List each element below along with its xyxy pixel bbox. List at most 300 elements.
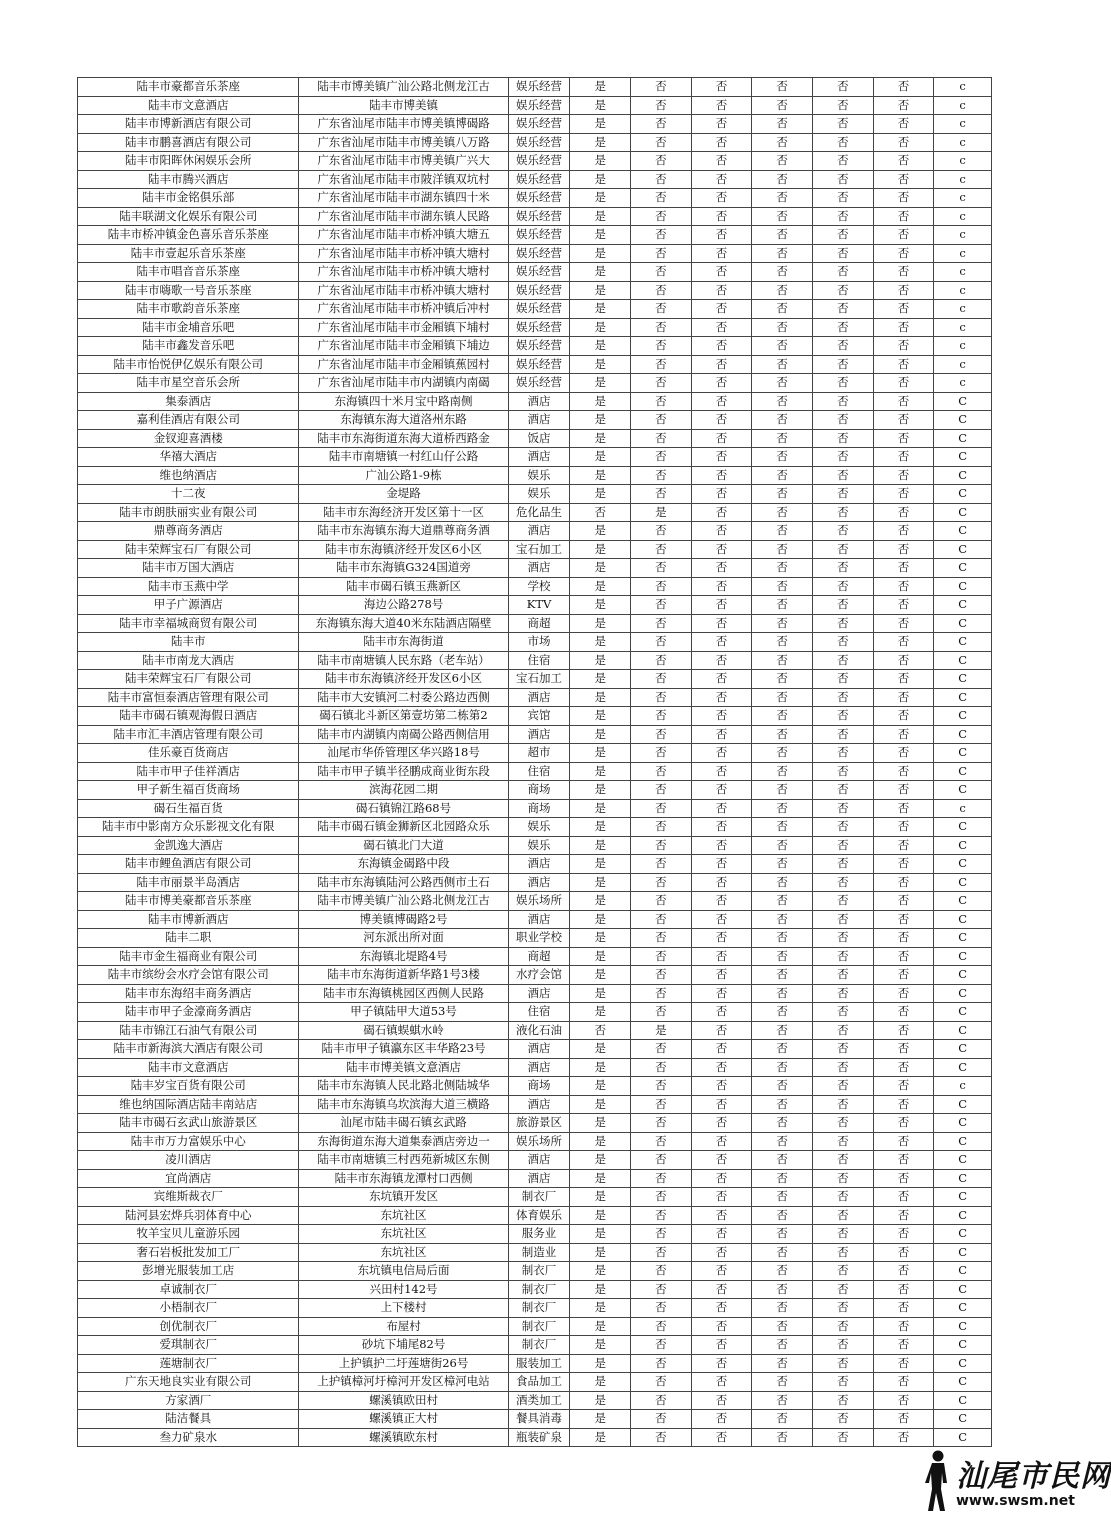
table-cell: 住宿: [508, 762, 570, 781]
table-cell: 东坑社区: [299, 1243, 508, 1262]
table-cell: 是: [570, 374, 631, 393]
table-cell: 陆丰市东海街道新华路1号3楼: [299, 966, 508, 985]
table-cell: 学校: [508, 577, 570, 596]
table-cell: 否: [691, 1225, 752, 1244]
table-cell: 否: [813, 226, 874, 245]
table-cell: 是: [570, 855, 631, 874]
table-cell: 东坑镇开发区: [299, 1188, 508, 1207]
table-cell: 是: [570, 244, 631, 263]
table-cell: 否: [873, 300, 934, 319]
table-cell: 广东省汕尾市陆丰市桥冲镇大塘村: [299, 281, 508, 300]
table-cell: C: [934, 910, 992, 929]
table-cell: 陆丰市富恒泰酒店管理有限公司: [78, 688, 299, 707]
table-cell: 否: [873, 1336, 934, 1355]
table-cell: 否: [752, 1428, 813, 1447]
table-cell: 否: [813, 781, 874, 800]
table-cell: 否: [752, 688, 813, 707]
table-cell: 否: [752, 152, 813, 171]
table-cell: 否: [752, 892, 813, 911]
table-cell: 酒店: [508, 1151, 570, 1170]
table-cell: 宾维斯裁衣厂: [78, 1188, 299, 1207]
table-cell: 否: [691, 337, 752, 356]
table-cell: 否: [691, 781, 752, 800]
table-cell: C: [934, 1169, 992, 1188]
table-cell: 陆丰市东海街道东海大道桥西路金: [299, 429, 508, 448]
table-cell: C: [934, 1317, 992, 1336]
table-cell: 否: [752, 1243, 813, 1262]
table-cell: C: [934, 1151, 992, 1170]
table-cell: 否: [752, 744, 813, 763]
table-cell: 创优制衣厂: [78, 1317, 299, 1336]
table-cell: 陆丰市东海绍丰商务酒店: [78, 984, 299, 1003]
table-cell: 广东省汕尾市陆丰市博美镇八万路: [299, 133, 508, 152]
table-row: [78, 688, 992, 707]
table-cell: 否: [691, 744, 752, 763]
table-cell: 是: [570, 947, 631, 966]
table-cell: 否: [691, 115, 752, 134]
table-cell: 陆丰市腾兴酒店: [78, 170, 299, 189]
table-cell: 否: [631, 559, 692, 578]
table-cell: 否: [631, 744, 692, 763]
table-cell: 市场: [508, 633, 570, 652]
table-cell: 是: [570, 762, 631, 781]
table-cell: 否: [873, 725, 934, 744]
table-cell: 娱乐场所: [508, 892, 570, 911]
table-cell: 否: [873, 670, 934, 689]
table-cell: C: [934, 392, 992, 411]
table-cell: 否: [691, 1077, 752, 1096]
table-cell: 否: [631, 1151, 692, 1170]
table-row: [78, 633, 992, 652]
table-cell: 酒类加工: [508, 1391, 570, 1410]
table-cell: 是: [570, 836, 631, 855]
table-cell: 金钗迎喜酒楼: [78, 429, 299, 448]
table-row: [78, 281, 992, 300]
table-row: [78, 855, 992, 874]
table-row: [78, 392, 992, 411]
table-cell: 娱乐经营: [508, 152, 570, 171]
table-cell: 否: [873, 1225, 934, 1244]
table-cell: 否: [691, 300, 752, 319]
table-cell: c: [934, 78, 992, 97]
table-cell: 否: [873, 226, 934, 245]
table-cell: 否: [873, 577, 934, 596]
table-cell: 娱乐经营: [508, 133, 570, 152]
table-cell: 是: [570, 1410, 631, 1429]
table-cell: 牧羊宝贝儿童游乐园: [78, 1225, 299, 1244]
table-cell: 否: [691, 152, 752, 171]
table-cell: 是: [570, 1188, 631, 1207]
table-cell: 否: [873, 614, 934, 633]
table-cell: 否: [631, 633, 692, 652]
table-cell: 陆丰市东海镇G324国道旁: [299, 559, 508, 578]
table-cell: 否: [691, 1354, 752, 1373]
table-cell: 否: [813, 744, 874, 763]
table-cell: 娱乐经营: [508, 207, 570, 226]
table-cell: 酒店: [508, 725, 570, 744]
table-cell: 否: [752, 1188, 813, 1207]
table-cell: 否: [813, 1077, 874, 1096]
table-cell: 是: [570, 1003, 631, 1022]
table-cell: 是: [570, 337, 631, 356]
table-cell: 职业学校: [508, 929, 570, 948]
table-cell: 是: [570, 1151, 631, 1170]
table-row: [78, 1114, 992, 1133]
table-cell: 否: [691, 707, 752, 726]
table-cell: 否: [631, 263, 692, 282]
table-cell: 否: [813, 1262, 874, 1281]
table-row: [78, 910, 992, 929]
inspection-table-sheet: [77, 77, 992, 1447]
table-cell: 是: [570, 78, 631, 97]
table-cell: C: [934, 707, 992, 726]
table-cell: 陆丰市东海镇龙潭村口西侧: [299, 1169, 508, 1188]
table-cell: 否: [813, 614, 874, 633]
table-cell: 否: [752, 559, 813, 578]
table-cell: 陆丰市南龙大酒店: [78, 651, 299, 670]
table-cell: 否: [752, 1132, 813, 1151]
table-cell: 陆丰市汇丰酒店管理有限公司: [78, 725, 299, 744]
table-cell: 否: [631, 596, 692, 615]
table-cell: C: [934, 1188, 992, 1207]
table-cell: 否: [631, 929, 692, 948]
table-cell: 否: [813, 263, 874, 282]
table-cell: 是: [570, 966, 631, 985]
table-cell: C: [934, 1040, 992, 1059]
table-cell: 博美镇博碣路2号: [299, 910, 508, 929]
table-cell: C: [934, 503, 992, 522]
table-cell: 否: [691, 1114, 752, 1133]
table-cell: 陆丰市阳晖休闲娱乐会所: [78, 152, 299, 171]
table-cell: 否: [813, 170, 874, 189]
table-cell: 是: [570, 910, 631, 929]
table-cell: C: [934, 448, 992, 467]
table-cell: 否: [813, 189, 874, 208]
table-cell: 制衣厂: [508, 1317, 570, 1336]
table-cell: 否: [631, 485, 692, 504]
table-cell: 否: [691, 411, 752, 430]
table-cell: 东海镇东海大道40米东陆酒店隔壁: [299, 614, 508, 633]
table-cell: 否: [873, 947, 934, 966]
table-cell: 东海街道东海大道集泰酒店旁边一: [299, 1132, 508, 1151]
table-cell: 否: [631, 244, 692, 263]
table-row: [78, 263, 992, 282]
table-cell: 是: [570, 781, 631, 800]
table-cell: 否: [631, 947, 692, 966]
table-cell: 否: [813, 966, 874, 985]
table-cell: 陆丰荣辉宝石厂有限公司: [78, 670, 299, 689]
table-cell: 广东省汕尾市陆丰市桥冲镇后冲村: [299, 300, 508, 319]
table-cell: 否: [631, 577, 692, 596]
table-cell: 是: [570, 929, 631, 948]
table-cell: 否: [691, 799, 752, 818]
table-cell: 奢石岩板批发加工厂: [78, 1243, 299, 1262]
table-cell: 否: [752, 392, 813, 411]
table-cell: C: [934, 522, 992, 541]
table-cell: 否: [813, 725, 874, 744]
table-cell: 陆丰市博新酒店: [78, 910, 299, 929]
table-cell: 否: [813, 651, 874, 670]
table-row: [78, 1225, 992, 1244]
table-cell: c: [934, 318, 992, 337]
table-cell: 否: [813, 559, 874, 578]
table-cell: 否: [873, 1021, 934, 1040]
table-cell: 陆丰市博美镇: [299, 96, 508, 115]
table-cell: 否: [631, 429, 692, 448]
table-row: [78, 1280, 992, 1299]
table-cell: 酒店: [508, 392, 570, 411]
table-row: [78, 929, 992, 948]
table-row: [78, 429, 992, 448]
table-cell: 否: [631, 966, 692, 985]
table-cell: 是: [570, 873, 631, 892]
table-cell: 宝石加工: [508, 670, 570, 689]
table-cell: 瓶装矿泉: [508, 1428, 570, 1447]
table-cell: 酒店: [508, 1169, 570, 1188]
table-cell: 否: [691, 207, 752, 226]
table-cell: 商场: [508, 781, 570, 800]
table-cell: 是: [570, 614, 631, 633]
table-cell: 否: [752, 799, 813, 818]
table-cell: 水疗会馆: [508, 966, 570, 985]
table-cell: 广东省汕尾市陆丰市湖东镇人民路: [299, 207, 508, 226]
table-cell: 否: [752, 448, 813, 467]
table-cell: 否: [691, 947, 752, 966]
table-cell: 否: [752, 1114, 813, 1133]
table-cell: 否: [752, 1021, 813, 1040]
table-cell: 是: [570, 1058, 631, 1077]
table-cell: 否: [873, 374, 934, 393]
table-cell: 彭增光服装加工店: [78, 1262, 299, 1281]
table-cell: 否: [813, 892, 874, 911]
table-cell: 否: [873, 855, 934, 874]
table-cell: 否: [631, 1280, 692, 1299]
table-cell: 制衣厂: [508, 1280, 570, 1299]
table-cell: 否: [873, 984, 934, 1003]
table-cell: 否: [631, 374, 692, 393]
table-cell: 否: [691, 1206, 752, 1225]
table-cell: 否: [873, 448, 934, 467]
table-cell: 否: [691, 1391, 752, 1410]
table-cell: 否: [752, 1169, 813, 1188]
table-cell: 否: [691, 577, 752, 596]
table-cell: 否: [691, 910, 752, 929]
table-cell: C: [934, 633, 992, 652]
table-cell: 广东省汕尾市陆丰市桥冲镇大塘村: [299, 244, 508, 263]
table-cell: 否: [752, 762, 813, 781]
table-cell: 是: [570, 1095, 631, 1114]
table-cell: 陆丰荣辉宝石厂有限公司: [78, 540, 299, 559]
table-cell: 否: [873, 429, 934, 448]
table-cell: 否: [873, 873, 934, 892]
table-row: [78, 559, 992, 578]
table-cell: 否: [813, 799, 874, 818]
table-cell: 娱乐经营: [508, 78, 570, 97]
table-cell: 嘉利佳酒店有限公司: [78, 411, 299, 430]
table-cell: 否: [813, 244, 874, 263]
table-cell: C: [934, 1280, 992, 1299]
table-cell: c: [934, 152, 992, 171]
table-cell: 陆丰市怡悦伊亿娱乐有限公司: [78, 355, 299, 374]
table-cell: 是: [570, 300, 631, 319]
table-cell: 否: [691, 281, 752, 300]
table-row: [78, 892, 992, 911]
table-row: [78, 1077, 992, 1096]
table-cell: 否: [631, 226, 692, 245]
table-cell: 否: [752, 1077, 813, 1096]
table-cell: 否: [631, 1410, 692, 1429]
table-cell: 否: [752, 1317, 813, 1336]
table-cell: 是: [570, 799, 631, 818]
table-cell: 陆丰市唱音音乐茶座: [78, 263, 299, 282]
table-cell: 否: [752, 300, 813, 319]
table-row: [78, 411, 992, 430]
table-cell: 布屋村: [299, 1317, 508, 1336]
table-row: [78, 1206, 992, 1225]
table-cell: C: [934, 670, 992, 689]
table-cell: 否: [631, 762, 692, 781]
table-cell: 是: [570, 1243, 631, 1262]
table-cell: 否: [873, 263, 934, 282]
table-cell: 否: [752, 281, 813, 300]
table-cell: 否: [691, 1280, 752, 1299]
table-cell: 否: [752, 411, 813, 430]
table-cell: C: [934, 1058, 992, 1077]
table-cell: 否: [752, 1151, 813, 1170]
table-cell: 广东省汕尾市陆丰市湖东镇四十米: [299, 189, 508, 208]
table-cell: 否: [752, 429, 813, 448]
table-cell: C: [934, 725, 992, 744]
table-row: [78, 1040, 992, 1059]
table-cell: 否: [813, 910, 874, 929]
table-cell: 否: [631, 355, 692, 374]
table-row: [78, 1095, 992, 1114]
table-cell: 是: [570, 115, 631, 134]
table-cell: 否: [631, 1095, 692, 1114]
table-cell: 否: [631, 411, 692, 430]
table-cell: 否: [873, 1317, 934, 1336]
table-cell: 否: [813, 596, 874, 615]
table-cell: 是: [570, 1225, 631, 1244]
table-cell: 华禧大酒店: [78, 448, 299, 467]
table-cell: 爱琪制衣厂: [78, 1336, 299, 1355]
table-cell: 否: [752, 1003, 813, 1022]
table-cell: 是: [570, 688, 631, 707]
table-cell: 否: [873, 207, 934, 226]
table-cell: 是: [570, 96, 631, 115]
table-cell: 河东派出所对面: [299, 929, 508, 948]
table-cell: 碣石镇北门大道: [299, 836, 508, 855]
table-cell: C: [934, 1354, 992, 1373]
table-row: [78, 707, 992, 726]
table-cell: 陆丰市碣石玄武山旅游景区: [78, 1114, 299, 1133]
table-cell: 陆丰市幸福城商贸有限公司: [78, 614, 299, 633]
table-row: [78, 614, 992, 633]
table-cell: 金凯逸大酒店: [78, 836, 299, 855]
table-cell: 否: [813, 1336, 874, 1355]
table-cell: 餐具消毒: [508, 1410, 570, 1429]
table-cell: 否: [752, 96, 813, 115]
table-cell: 否: [691, 318, 752, 337]
table-cell: 陆丰市豪都音乐茶座: [78, 78, 299, 97]
table-cell: 否: [691, 1040, 752, 1059]
table-cell: 否: [752, 263, 813, 282]
table-cell: 否: [752, 855, 813, 874]
table-cell: 否: [873, 836, 934, 855]
table-cell: c: [934, 244, 992, 263]
table-cell: 否: [631, 78, 692, 97]
table-cell: KTV: [508, 596, 570, 615]
table-cell: 否: [691, 1132, 752, 1151]
table-cell: 砂坑下埔尾82号: [299, 1336, 508, 1355]
table-cell: 陆丰市甲子佳祥酒店: [78, 762, 299, 781]
table-cell: 否: [873, 1428, 934, 1447]
table-cell: 陆丰市嗨歌一号音乐茶座: [78, 281, 299, 300]
table-cell: 否: [691, 1058, 752, 1077]
table-cell: 陆丰市桥冲镇金色喜乐音乐茶座: [78, 226, 299, 245]
table-cell: c: [934, 337, 992, 356]
table-row: [78, 1373, 992, 1392]
table-cell: 否: [691, 355, 752, 374]
table-cell: 是: [570, 485, 631, 504]
table-cell: 陆丰市壹起乐音乐茶座: [78, 244, 299, 263]
table-cell: 否: [691, 596, 752, 615]
table-cell: 否: [813, 133, 874, 152]
table-row: [78, 1410, 992, 1429]
table-cell: 否: [873, 799, 934, 818]
table-cell: 是: [570, 1206, 631, 1225]
table-row: [78, 1132, 992, 1151]
table-cell: C: [934, 836, 992, 855]
table-cell: 商超: [508, 614, 570, 633]
table-cell: 否: [873, 522, 934, 541]
table-cell: c: [934, 96, 992, 115]
table-cell: 否: [752, 836, 813, 855]
table-cell: 否: [813, 1410, 874, 1429]
table-cell: 否: [691, 633, 752, 652]
table-row: [78, 1003, 992, 1022]
table-cell: C: [934, 762, 992, 781]
table-cell: 否: [691, 1169, 752, 1188]
table-cell: 否: [631, 1225, 692, 1244]
table-cell: 否: [873, 540, 934, 559]
table-cell: 否: [813, 670, 874, 689]
table-cell: 否: [752, 929, 813, 948]
table-cell: 酒店: [508, 522, 570, 541]
table-cell: 否: [752, 1206, 813, 1225]
table-cell: 否: [752, 818, 813, 837]
table-cell: 否: [631, 1317, 692, 1336]
table-row: [78, 1317, 992, 1336]
table-cell: 否: [752, 984, 813, 1003]
table-cell: 陆丰市东海镇东海大道鼎尊商务酒: [299, 522, 508, 541]
table-cell: 否: [691, 189, 752, 208]
table-cell: 陆河县宏烨兵羽体育中心: [78, 1206, 299, 1225]
table-row: [78, 152, 992, 171]
table-cell: 否: [631, 170, 692, 189]
table-cell: 陆丰市大安镇河二村委公路边西侧: [299, 688, 508, 707]
table-cell: 小梧制衣厂: [78, 1299, 299, 1318]
table-row: [78, 818, 992, 837]
table-cell: 住宿: [508, 651, 570, 670]
table-cell: 是: [570, 448, 631, 467]
table-cell: 娱乐: [508, 836, 570, 855]
table-cell: 否: [873, 762, 934, 781]
table-cell: 螺溪镇正大村: [299, 1410, 508, 1429]
table-row: [78, 207, 992, 226]
table-cell: 是: [631, 1021, 692, 1040]
table-cell: 广东省汕尾市陆丰市陂洋镇双坑村: [299, 170, 508, 189]
